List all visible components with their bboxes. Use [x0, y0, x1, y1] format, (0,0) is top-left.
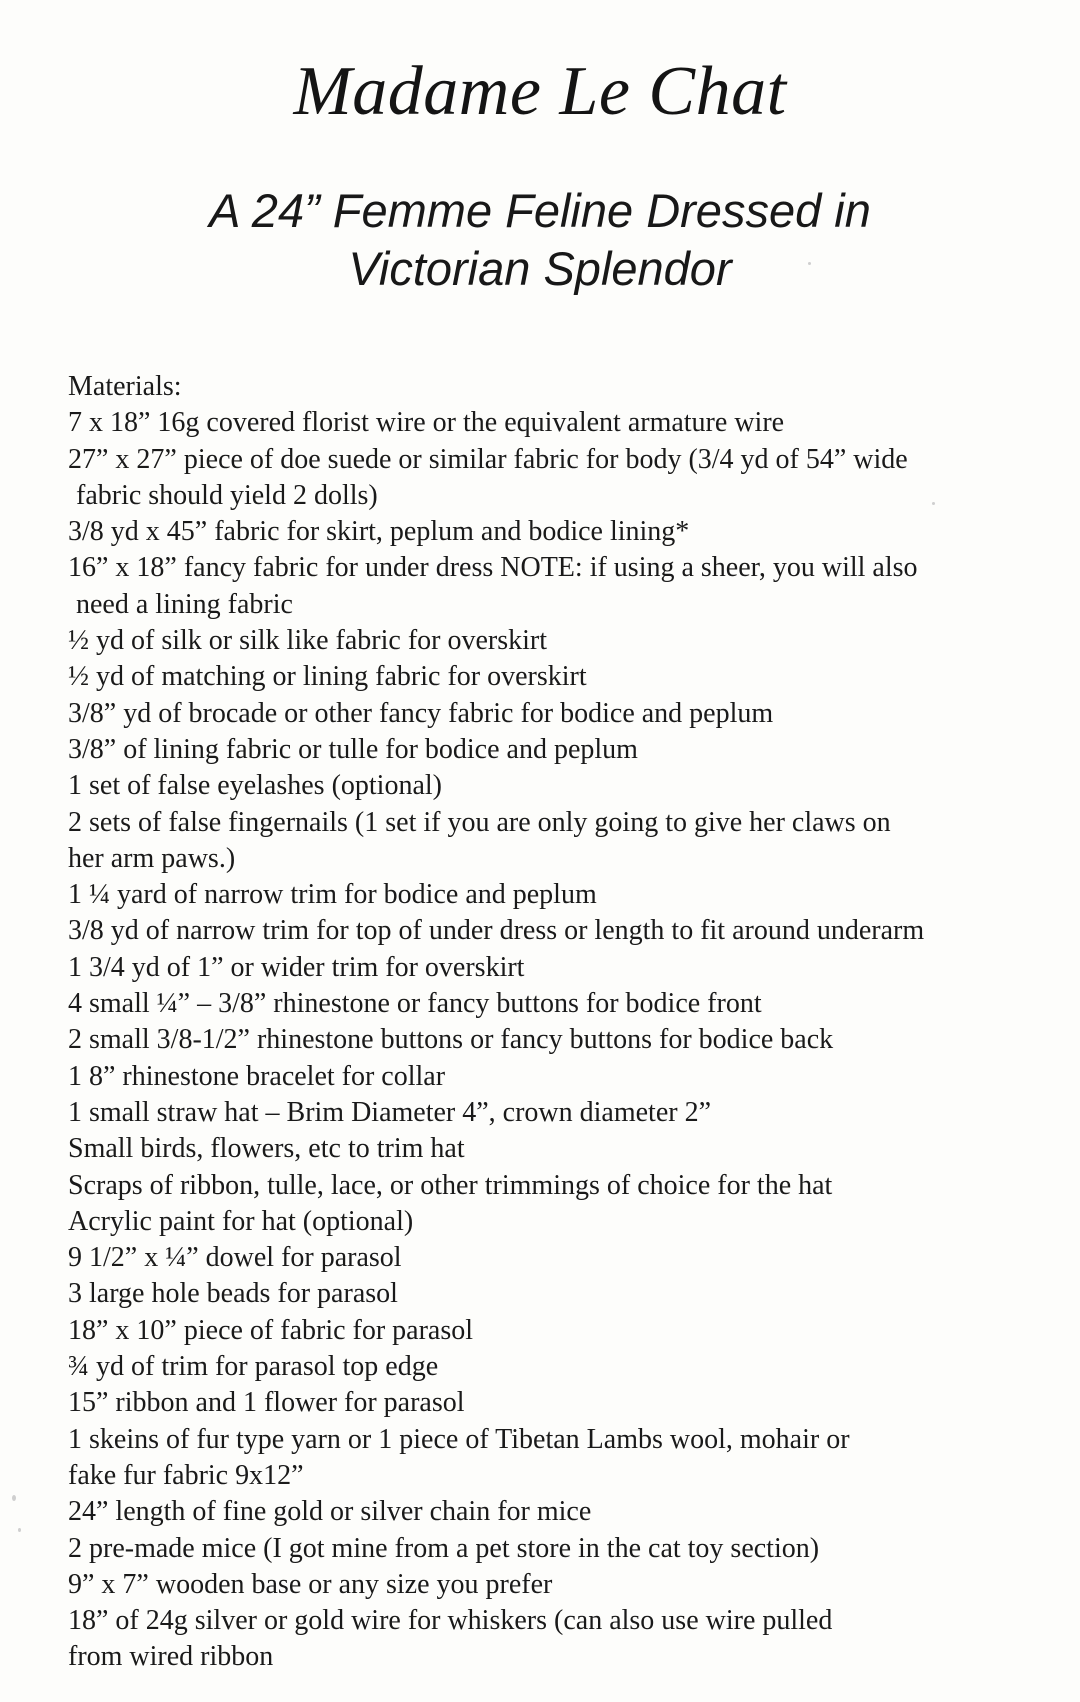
material-line: 2 sets of false fingernails (1 set if you are only going to give her claws on: [68, 806, 891, 838]
material-line: need a lining fabric: [76, 588, 293, 620]
material-line: 15” ribbon and 1 flower for parasol: [68, 1387, 465, 1419]
material-line: 27” x 27” piece of doe suede or similar fabric for body (3/4 yd of 54” wide: [68, 443, 908, 475]
material-line: her arm paws.): [68, 842, 236, 874]
material-line: 3/8” yd of brocade or other fancy fabric for bodice and peplum: [68, 697, 774, 729]
scan-speck: [808, 262, 811, 265]
material-line: 16” x 18” fancy fabric for under dress NOTE: if using a sheer, you will also: [68, 552, 918, 584]
material-line: 4 small ¼” – 3/8” rhinestone or fancy buttons for bodice front: [68, 988, 762, 1020]
material-line: 1 small straw hat – Brim Diameter 4”, crown diameter 2”: [68, 1096, 712, 1128]
material-line: 18” x 10” piece of fabric for parasol: [68, 1314, 474, 1346]
material-line: 1 skeins of fur type yarn or 1 piece of Tibetan Lambs wool, mohair or: [68, 1423, 850, 1455]
material-line: 7 x 18” 16g covered florist wire or the equivalent armature wire: [68, 407, 785, 439]
material-line: Small birds, flowers, etc to trim hat: [68, 1133, 465, 1165]
material-line: 3/8” of lining fabric or tulle for bodice and peplum: [68, 733, 638, 765]
material-line: 1 ¼ yard of narrow trim for bodice and peplum: [68, 879, 597, 911]
subtitle-line-1: A 24” Femme Feline Dressed in: [209, 184, 871, 237]
subtitle-line-2: Victorian Splendor: [348, 242, 732, 295]
material-line: 3/8 yd of narrow trim for top of under dress or length to fit around underarm: [68, 915, 925, 947]
material-line: fabric should yield 2 dolls): [76, 479, 378, 511]
material-line: 24” length of fine gold or silver chain for mice: [68, 1496, 592, 1528]
material-line: Acrylic paint for hat (optional): [68, 1205, 414, 1237]
material-line: fake fur fabric 9x12”: [68, 1459, 304, 1491]
scan-speck: [932, 502, 935, 505]
material-line: 3/8 yd x 45” fabric for skirt, peplum and bodice lining*: [68, 516, 690, 548]
material-line: 3 large hole beads for parasol: [68, 1278, 398, 1310]
document-subtitle: [80, 182, 1000, 298]
document-title: Madame Le Chat: [293, 53, 787, 130]
material-line: 1 3/4 yd of 1” or wider trim for overskirt: [68, 951, 525, 983]
material-line: 2 small 3/8-1/2” rhinestone buttons or fancy buttons for bodice back: [68, 1024, 834, 1056]
material-line: 9” x 7” wooden base or any size you prefer: [68, 1568, 553, 1600]
material-line: 1 8” rhinestone bracelet for collar: [68, 1060, 446, 1092]
materials-heading: Materials:: [68, 371, 182, 402]
material-line: 9 1/2” x ¼” dowel for parasol: [68, 1242, 402, 1274]
material-line: from wired ribbon: [68, 1641, 274, 1673]
materials-list: [68, 369, 1058, 1676]
material-line: ½ yd of silk or silk like fabric for overskirt: [68, 625, 548, 657]
material-line: ¾ yd of trim for parasol top edge: [68, 1351, 439, 1383]
material-line: Scraps of ribbon, tulle, lace, or other trimmings of choice for the hat: [68, 1169, 833, 1201]
material-line: 18” of 24g silver or gold wire for whiskers (can also use wire pulled: [68, 1605, 833, 1637]
scan-speck: [18, 1528, 21, 1532]
material-line: 1 set of false eyelashes (optional): [68, 770, 442, 802]
scan-speck: [12, 1495, 16, 1501]
material-line: 2 pre-made mice (I got mine from a pet store in the cat toy section): [68, 1532, 820, 1564]
material-line: ½ yd of matching or lining fabric for overskirt: [68, 661, 587, 693]
